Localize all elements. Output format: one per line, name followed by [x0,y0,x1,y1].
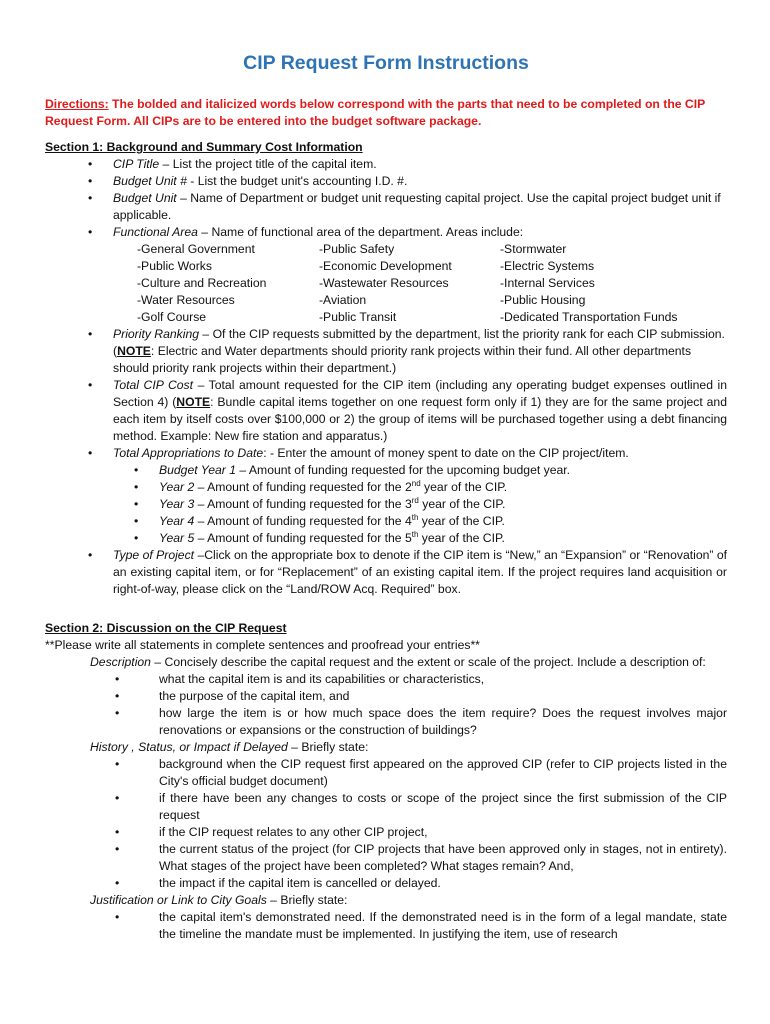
directions-text: The bolded and italicized words below correspond with the parts that need to be completed on the CIP Request Form. All CIPs are to be entered into the budget software package. [45,97,706,128]
area-cell: -Stormwater [500,242,567,256]
list-item-budget-unit-number: • Budget Unit # - List the budget unit's accounting I.D. #. [88,174,408,188]
area-cell: -Culture and Recreation [137,276,267,290]
list-item: • if the CIP request relates to any other CIP project, [115,825,428,839]
area-cell: -Dedicated Transportation Funds [500,310,678,324]
area-cell: -Aviation [319,293,367,307]
section-2-title: Section 2: Discussion on the CIP Request [45,621,287,635]
list-item-appropriations: • Total Appropriations to Date: - Enter the amount of money spent to date on the CIP project/item. • Budget Year 1 – Amount of funding requested for the upcoming budget year. • Year 2 – Amount of funding requested for the 2nd year of the CIP. • Year 3 – Amount of funding requested for the 3rd year of the CIP. • Year 4 – Amount of funding requested for the 4th year of the CIP. • Year 5 – Amount of funding requested for the 5th year of the CIP. [45,445,727,547]
list-item-priority-ranking: • Priority Ranking – Of the CIP requests submitted by the department, list the priority rank for each CIP submission. (NOTE: Electric and Water departments should priority rank projects within their fund. All other departments should priority rank projects within their department.) [88,327,725,375]
justification-heading: Justification or Link to City Goals – Briefly state: [90,893,348,907]
list-item: • the impact if the capital item is cancelled or delayed. [115,876,441,890]
area-cell: -General Government [137,242,255,256]
directions-label: Directions: [45,97,109,111]
area-cell: -Economic Development [319,259,452,273]
list-item-type-of-project: • Type of Project –Click on the appropriate box to denote if the CIP item is “New,” an “Expansion” or “Renovation” of an existing capital item, or for “Replacement” of an existing capital item. If the project requires land acquisition or right-of-way, please click on the “Land/ROW Acq. Required” box. [88,548,727,596]
functional-areas-table [137,241,727,326]
list-item-year-1: • Budget Year 1 – Amount of funding requested for the upcoming budget year. [134,463,571,477]
description-heading: Description – Concisely describe the capital request and the extent or scale of the project. Include a description of: [90,655,706,669]
page-title: CIP Request Form Instructions [243,52,529,74]
list-item: • how large the item is or how much space does the item require? Does the request involves major renovations or expansions or the construction of buildings? [115,706,727,737]
list-item-total-cip-cost: • Total CIP Cost – Total amount requested for the CIP item (including any operating budget expenses outlined in Section 4) (NOTE: Bundle capital items together on one request form only if 1) they are for the same project and each item by itself costs over $100,000 or 2) the group of items will be purchased together using a debt financing method. Example: New fire station and apparatus.) [88,378,728,443]
list-item-functional-area: • Functional Area – Name of functional area of the department. Areas include: -General Government -Public Safety -Stormwater -Public Works -Economic Development -Electric Systems -Culture and Recreation -Wastewater Resources -Internal Services -Water Resources -Aviation -Public Housing -Golf Course -Public Transit -Dedicated Transportation Funds [45,224,727,326]
section-1 [45,139,727,598]
list-item: • background when the CIP request first appeared on the approved CIP (refer to CIP projects listed in the City's official budget document) [115,757,727,788]
list-item-budget-unit: • Budget Unit – Name of Department or budget unit requesting capital project. Use the capital project budget unit if applicable. [88,191,721,222]
area-cell: -Public Transit [319,310,397,324]
area-cell: -Electric Systems [500,259,595,273]
list-item-year-5: • Year 5 – Amount of funding requested for the 5th year of the CIP. [134,529,505,545]
list-item: • the current status of the project (for CIP projects that have been approved only in stages, not in entirety). What stages of the project have been completed? What stages remain? And, [115,842,727,873]
section-2-note: **Please write all statements in complete sentences and proofread your entries** [45,638,480,652]
list-item-year-2: • Year 2 – Amount of funding requested for the 2nd year of the CIP. [134,478,508,494]
list-item-year-4: • Year 4 – Amount of funding requested for the 4th year of the CIP. [134,512,505,528]
list-item-year-3: • Year 3 – Amount of funding requested for the 3rd year of the CIP. [134,495,506,511]
history-heading: History , Status, or Impact if Delayed – Briefly state: [90,740,369,754]
area-cell: -Golf Course [137,310,207,324]
area-cell: -Public Housing [500,293,586,307]
section-1-title: Section 1: Background and Summary Cost Information [45,140,363,154]
area-cell: -Internal Services [500,276,595,290]
area-cell: -Public Safety [319,242,395,256]
list-item: • the purpose of the capital item, and [115,689,350,703]
area-cell: -Wastewater Resources [319,276,449,290]
list-item: • what the capital item is and its capabilities or characteristics, [115,672,485,686]
area-cell: -Water Resources [137,293,235,307]
section-2 [45,620,727,943]
list-item: • the capital item's demonstrated need. If the demonstrated need is in the form of a legal mandate, state the timeline the mandate must be implemented. In justifying the item, use of research [115,910,727,941]
area-cell: -Public Works [137,259,212,273]
list-item-cip-title: • CIP Title – List the project title of the capital item. [88,157,377,171]
list-item: • if there have been any changes to costs or scope of the project since the first submission of the CIP request [115,791,727,822]
directions [45,96,727,130]
